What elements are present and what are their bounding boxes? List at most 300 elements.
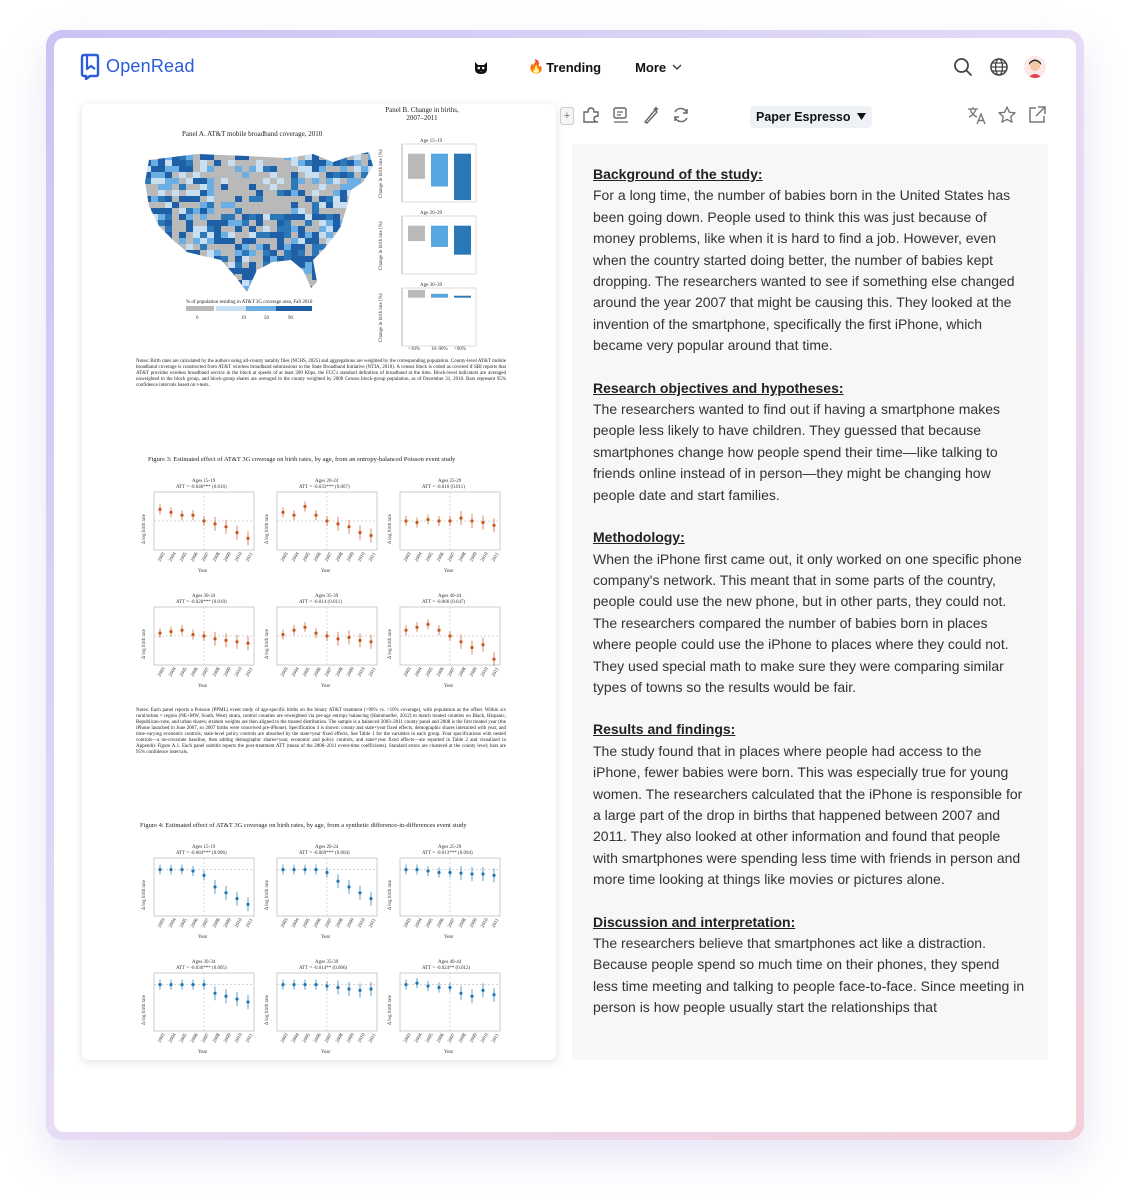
year-tick: 2006 (190, 666, 200, 678)
map-county-cell (158, 286, 165, 292)
map-county-cell (144, 298, 151, 302)
mascot-icon[interactable] (472, 58, 490, 76)
map-county-cell (193, 262, 200, 268)
map-county-cell (333, 280, 340, 286)
map-county-cell (207, 274, 214, 280)
map-county-cell (305, 178, 312, 184)
expand-button[interactable]: + (560, 107, 574, 125)
map-county-cell (193, 220, 200, 226)
data-point (158, 868, 161, 871)
map-county-cell (256, 196, 263, 202)
map-county-cell (305, 232, 312, 238)
map-county-cell (256, 160, 263, 166)
map-county-cell (347, 196, 354, 202)
map-county-cell (319, 154, 326, 160)
map-county-cell (263, 148, 270, 154)
map-county-cell (165, 274, 172, 280)
data-point (303, 868, 306, 871)
map-county-cell (270, 250, 277, 256)
map-county-cell (137, 160, 144, 166)
data-point (235, 998, 238, 1001)
map-county-cell (312, 292, 319, 298)
year-tick: 2006 (313, 551, 323, 563)
panel-att: ATT = -0.013*** (0.004) (422, 851, 473, 856)
map-county-cell (277, 292, 284, 298)
map-county-cell (228, 220, 235, 226)
map-county-cell (333, 250, 340, 256)
summary-panel[interactable] (572, 144, 1048, 1060)
map-county-cell (298, 292, 305, 298)
map-county-cell (298, 184, 305, 190)
panel-b-bar (431, 226, 448, 247)
map-county-cell (165, 238, 172, 244)
map-county-cell (263, 244, 270, 250)
map-county-cell (235, 250, 242, 256)
map-county-cell (270, 244, 277, 250)
map-county-cell (347, 148, 354, 154)
map-county-cell (179, 202, 186, 208)
map-county-cell (144, 154, 151, 160)
map-county-cell (263, 292, 270, 298)
year-tick: 2008 (458, 917, 468, 929)
panel-att: ATT = -0.028*** (0.010) (176, 600, 227, 605)
year-tick: 2011 (368, 666, 378, 678)
map-county-cell (340, 148, 347, 154)
map-county-cell (263, 178, 270, 184)
map-county-cell (291, 166, 298, 172)
map-county-cell (228, 142, 235, 148)
map-county-cell (242, 268, 249, 274)
data-point (437, 519, 440, 522)
data-point (281, 633, 284, 636)
map-county-cell (326, 298, 333, 302)
data-point (169, 868, 172, 871)
data-point (180, 514, 183, 517)
map-county-cell (312, 208, 319, 214)
data-point (459, 992, 462, 995)
map-county-cell (137, 292, 144, 298)
map-county-cell (354, 202, 361, 208)
map-county-cell (312, 256, 319, 262)
map-county-cell (277, 244, 284, 250)
map-county-cell (165, 160, 172, 166)
map-county-cell (354, 148, 361, 154)
map-county-cell (256, 274, 263, 280)
map-county-cell (137, 262, 144, 268)
map-county-cell (207, 250, 214, 256)
map-county-cell (270, 184, 277, 190)
openread-logo-icon (80, 52, 102, 80)
map-county-cell (172, 238, 179, 244)
chevron-down-icon (672, 62, 682, 72)
map-county-cell (242, 262, 249, 268)
map-county-cell (235, 142, 242, 148)
map-county-cell (333, 274, 340, 280)
legend-tick-10: 10 (241, 316, 246, 321)
map-county-cell (158, 160, 165, 166)
sparkle-pen-icon[interactable] (640, 104, 662, 126)
map-county-cell (151, 250, 158, 256)
map-county-cell (242, 292, 249, 298)
map-county-cell (256, 190, 263, 196)
map-county-cell (319, 244, 326, 250)
map-county-cell (354, 208, 361, 214)
year-tick: 2004 (291, 666, 301, 678)
nav-trending[interactable] (528, 59, 601, 75)
year-tick: 2005 (179, 551, 189, 563)
map-county-cell (165, 226, 172, 232)
data-point (404, 519, 407, 522)
map-county-cell (249, 232, 256, 238)
data-point (426, 869, 429, 872)
map-county-cell (214, 178, 221, 184)
map-county-cell (298, 226, 305, 232)
map-county-cell (263, 226, 270, 232)
map-county-cell (228, 238, 235, 244)
user-avatar[interactable] (1024, 56, 1046, 78)
map-county-cell (333, 196, 340, 202)
map-county-cell (361, 292, 368, 298)
map-county-cell (151, 184, 158, 190)
map-county-cell (263, 208, 270, 214)
data-point (336, 880, 339, 883)
map-county-cell (256, 244, 263, 250)
map-county-cell (340, 250, 347, 256)
data-point (358, 891, 361, 894)
map-county-cell (263, 274, 270, 280)
star-icon[interactable] (996, 104, 1018, 126)
map-county-cell (207, 286, 214, 292)
map-county-cell (186, 286, 193, 292)
map-county-cell (277, 214, 284, 220)
figure-4-title: Figure 4: Estimated effect of AT&T 3G coverage on birth rates, by age, from a synthetic difference-in-differences event study (140, 822, 467, 829)
map-county-cell (326, 148, 333, 154)
map-county-cell (284, 232, 291, 238)
map-county-cell (305, 214, 312, 220)
panel-title: Ages 40-44 (438, 960, 462, 965)
year-tick: 2006 (436, 551, 446, 563)
map-county-cell (347, 202, 354, 208)
map-county-cell (221, 220, 228, 226)
panel-att: ATT = -0.036*** (0.005) (176, 966, 227, 971)
panel-b-bar (408, 290, 425, 298)
map-county-cell (207, 172, 214, 178)
data-point (235, 640, 238, 643)
data-point (224, 639, 227, 642)
puzzle-icon[interactable] (580, 104, 602, 126)
map-county-cell (221, 256, 228, 262)
map-county-cell (340, 190, 347, 196)
map-county-cell (158, 190, 165, 196)
panel-att: ATT = -0.024** (0.012) (422, 966, 471, 971)
data-point (358, 989, 361, 992)
map-county-cell (144, 238, 151, 244)
nav-right (952, 56, 1046, 78)
map-county-cell (179, 178, 186, 184)
map-county-cell (270, 226, 277, 232)
map-county-cell (270, 232, 277, 238)
map-county-cell (249, 154, 256, 160)
map-county-cell (256, 208, 263, 214)
year-tick: 2007 (201, 917, 211, 929)
panel-xlabel: Year (321, 1050, 331, 1055)
map-county-cell (263, 214, 270, 220)
map-county-cell (186, 268, 193, 274)
map-county-cell (221, 148, 228, 154)
map-county-cell (270, 256, 277, 262)
map-county-cell (214, 160, 221, 166)
map-county-cell (207, 142, 214, 148)
map-county-cell (158, 262, 165, 268)
data-point (314, 514, 317, 517)
map-county-cell (242, 250, 249, 256)
map-county-cell (340, 214, 347, 220)
map-county-cell (333, 292, 340, 298)
map-county-cell (158, 280, 165, 286)
refresh-icon[interactable] (670, 104, 692, 126)
map-county-cell (256, 178, 263, 184)
map-county-cell (221, 244, 228, 250)
map-county-cell (214, 274, 221, 280)
map-county-cell (186, 172, 193, 178)
map-county-cell (319, 262, 326, 268)
map-county-cell (340, 298, 347, 302)
data-point (459, 517, 462, 520)
data-point (169, 511, 172, 514)
map-county-cell (144, 292, 151, 298)
data-point (369, 640, 372, 643)
map-county-cell (270, 142, 277, 148)
map-county-cell (326, 172, 333, 178)
map-county-cell (305, 172, 312, 178)
map-county-cell (361, 178, 368, 184)
map-county-cell (312, 148, 319, 154)
map-county-cell (291, 214, 298, 220)
map-county-cell (256, 262, 263, 268)
map-county-cell (284, 238, 291, 244)
panel-ylabel: Δ log birth rate (265, 628, 270, 659)
map-county-cell (214, 190, 221, 196)
map-county-cell (361, 250, 368, 256)
map-county-cell (207, 196, 214, 202)
map-county-cell (137, 268, 144, 274)
map-county-cell (333, 232, 340, 238)
map-county-cell (333, 268, 340, 274)
map-county-cell (193, 154, 200, 160)
map-county-cell (151, 274, 158, 280)
data-point (246, 1000, 249, 1003)
map-county-cell (298, 268, 305, 274)
figure-3-chart (138, 474, 508, 699)
map-county-cell (249, 166, 256, 172)
data-point (481, 521, 484, 524)
map-county-cell (291, 274, 298, 280)
map-county-cell (193, 214, 200, 220)
panel-b-chart (372, 134, 492, 354)
map-county-cell (144, 196, 151, 202)
panel-b-bar (408, 154, 425, 179)
map-county-cell (291, 226, 298, 232)
map-county-cell (277, 148, 284, 154)
map-county-cell (256, 292, 263, 298)
map-county-cell (326, 220, 333, 226)
map-county-cell (214, 172, 221, 178)
map-county-cell (361, 196, 368, 202)
data-point (437, 871, 440, 874)
year-tick: 2006 (190, 1032, 200, 1044)
map-county-cell (305, 286, 312, 292)
map-county-cell (298, 190, 305, 196)
nav-more[interactable] (635, 60, 682, 75)
map-county-cell (291, 280, 298, 286)
section-body: The researchers wanted to find out if having a smartphone makes people less likely to have children. They guessed that because smartphones change how people spend their time—like talking to friends online instead of in person—they might be changing how people date and start families. (593, 401, 1000, 503)
map-county-cell (298, 232, 305, 238)
map-county-cell (270, 274, 277, 280)
map-county-cell (326, 268, 333, 274)
map-county-cell (256, 154, 263, 160)
data-point (180, 629, 183, 632)
map-county-cell (151, 166, 158, 172)
data-point (224, 891, 227, 894)
map-county-cell (235, 154, 242, 160)
map-county-cell (291, 208, 298, 214)
data-point (459, 640, 462, 643)
map-county-cell (200, 178, 207, 184)
year-tick: 2010 (357, 1032, 367, 1044)
map-county-cell (144, 184, 151, 190)
map-county-cell (312, 298, 319, 302)
map-county-cell (333, 214, 340, 220)
map-county-cell (319, 160, 326, 166)
map-county-cell (284, 148, 291, 154)
figure-4-chart (138, 840, 508, 1060)
map-county-cell (340, 160, 347, 166)
map-county-cell (284, 268, 291, 274)
map-county-cell (284, 274, 291, 280)
map-county-cell (340, 196, 347, 202)
map-county-cell (256, 238, 263, 244)
data-point (180, 983, 183, 986)
map-county-cell (319, 166, 326, 172)
map-county-cell (291, 268, 298, 274)
year-tick: 2010 (357, 917, 367, 929)
map-county-cell (221, 184, 228, 190)
panel-b-group-label: Age 30–39 (420, 283, 443, 288)
map-county-cell (144, 262, 151, 268)
map-county-cell (228, 172, 235, 178)
map-county-cell (200, 244, 207, 250)
map-county-cell (242, 172, 249, 178)
map-county-cell (158, 184, 165, 190)
map-county-cell (214, 268, 221, 274)
map-county-cell (179, 244, 186, 250)
map-county-cell (228, 268, 235, 274)
map-county-cell (284, 250, 291, 256)
map-county-cell (214, 196, 221, 202)
toolbar-right (966, 104, 1048, 126)
map-county-cell (326, 202, 333, 208)
map-county-cell (319, 172, 326, 178)
map-county-cell (235, 208, 242, 214)
map-county-cell (228, 244, 235, 250)
map-county-cell (242, 160, 249, 166)
paper-viewer[interactable] (82, 104, 556, 1060)
map-county-cell (207, 148, 214, 154)
data-point (314, 868, 317, 871)
section-heading: Methodology: (593, 529, 685, 546)
map-county-cell (165, 220, 172, 226)
openread-logo[interactable] (80, 52, 195, 80)
map-county-cell (284, 154, 291, 160)
panel-att: ATT = -0.069*** (0.004) (299, 851, 350, 856)
panel-title: Ages 30-34 (192, 594, 216, 599)
map-county-cell (326, 190, 333, 196)
year-tick: 2005 (425, 1032, 435, 1044)
map-county-cell (151, 280, 158, 286)
chat-notes-icon[interactable] (610, 104, 632, 126)
map-county-cell (347, 232, 354, 238)
map-county-cell (277, 178, 284, 184)
map-county-cell (235, 226, 242, 232)
map-county-cell (186, 226, 193, 232)
map-county-cell (144, 274, 151, 280)
year-tick: 2009 (346, 551, 356, 563)
globe-icon[interactable] (988, 56, 1010, 78)
map-county-cell (326, 226, 333, 232)
map-county-cell (242, 244, 249, 250)
map-county-cell (228, 256, 235, 262)
section-body: When the iPhone first came out, it only worked on one specific phone company's network. This meant that in some parts of the country, people could use the new phone, but in other parts, they could not. The researchers compared the number of babies born in places where people could use the iPhone to places where they could not. They used special math to make sure they were comparing similar types of towns so the results would be fair. (593, 550, 1022, 695)
panel-title: Ages 15-19 (192, 479, 216, 484)
map-county-cell (333, 226, 340, 232)
map-county-cell (144, 208, 151, 214)
data-point (492, 874, 495, 877)
model-select[interactable] (750, 106, 872, 128)
map-county-cell (263, 196, 270, 202)
map-county-cell (361, 154, 368, 160)
map-county-cell (270, 172, 277, 178)
search-icon[interactable] (952, 56, 974, 78)
map-county-cell (137, 172, 144, 178)
data-point (470, 995, 473, 998)
map-county-cell (347, 250, 354, 256)
year-tick: 2008 (335, 1032, 345, 1044)
panel-b-ylabel: Change in birth rate (%) (379, 221, 384, 270)
map-county-cell (172, 280, 179, 286)
data-point (459, 871, 462, 874)
map-county-cell (172, 286, 179, 292)
map-county-cell (277, 154, 284, 160)
panel-title: Ages 25-29 (438, 479, 462, 484)
map-county-cell (249, 262, 256, 268)
map-county-cell (165, 166, 172, 172)
map-county-cell (277, 268, 284, 274)
map-county-cell (193, 148, 200, 154)
external-link-icon[interactable] (1026, 104, 1048, 126)
map-county-cell (235, 292, 242, 298)
map-county-cell (333, 190, 340, 196)
map-county-cell (291, 220, 298, 226)
map-county-cell (298, 160, 305, 166)
map-county-cell (249, 250, 256, 256)
map-county-cell (340, 178, 347, 184)
map-county-cell (270, 268, 277, 274)
translate-icon[interactable] (966, 104, 988, 126)
map-county-cell (326, 232, 333, 238)
map-county-cell (200, 184, 207, 190)
map-county-cell (298, 154, 305, 160)
panel-title: Ages 20-24 (315, 479, 339, 484)
